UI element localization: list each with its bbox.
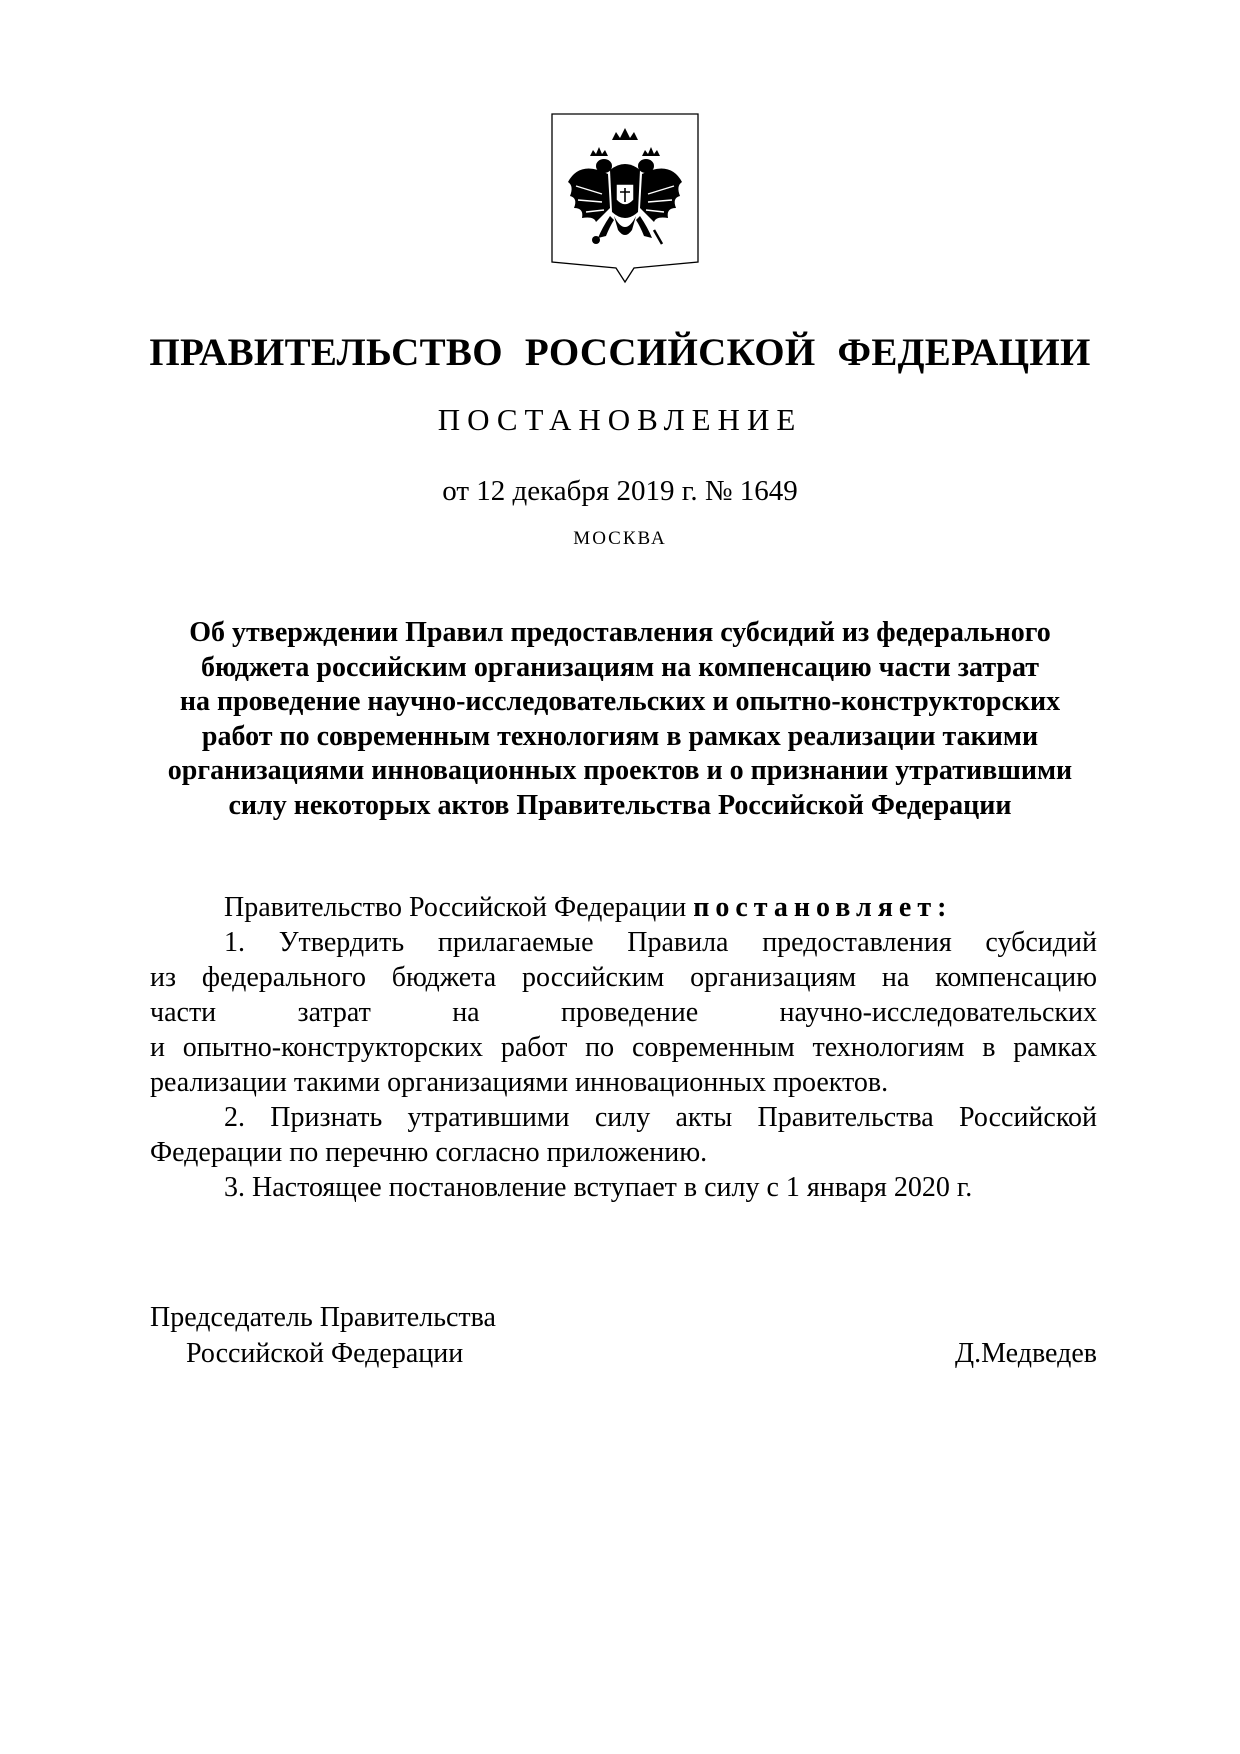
- paragraph-1-line: из федерального бюджета российским организациям на компенсацию: [150, 962, 1097, 993]
- position-line: Российской Федерации: [186, 1338, 464, 1369]
- paragraph-1-line: части затрат на проведение научно-исследовательских: [150, 997, 1097, 1028]
- paragraph-3: 3. Настоящее постановление вступает в силу с 1 января 2020 г.: [224, 1172, 973, 1203]
- paragraph-1-line: 1. Утвердить прилагаемые Правила предоставления субсидий: [224, 927, 1097, 958]
- subject-line: организациями инновационных проектов и о признании утратившими: [167, 755, 1073, 786]
- subject-line: бюджета российским организациям на компенсацию части затрат: [200, 651, 1040, 683]
- signatory-position: [150, 1300, 496, 1372]
- russian-coat-of-arms-icon: [550, 112, 700, 294]
- paragraph-2-line: Федерации по перечню согласно приложению.: [150, 1137, 708, 1168]
- document-city: МОСКВА: [573, 528, 667, 549]
- document-type: ПОСТАНОВЛЕНИЕ: [437, 402, 803, 437]
- coat-of-arms-emblem: [550, 112, 700, 294]
- paragraph-1-line: и опытно-конструкторских работ по современным технологиям в рамках: [150, 1032, 1097, 1063]
- intro-text: Правительство Российской Федерации: [224, 892, 687, 923]
- subject-line: на проведение научно-исследовательских и опытно-конструкторских: [179, 686, 1061, 717]
- document-body: [150, 890, 1097, 1205]
- subject-line: силу некоторых актов Правительства Российской Федерации: [228, 789, 1012, 821]
- government-title: ПРАВИТЕЛЬСТВО РОССИЙСКОЙ ФЕДЕРАЦИИ: [149, 331, 1091, 374]
- signatory-name: Д.Медведев: [955, 1338, 1097, 1369]
- position-line: Председатель Правительства: [150, 1302, 496, 1333]
- document-subject: [140, 616, 1100, 823]
- document-date-number: от 12 декабря 2019 г. № 1649: [442, 475, 798, 507]
- intro-verb: постановляет:: [693, 892, 953, 923]
- resolution-intro: [150, 890, 1097, 925]
- subject-line: Об утверждении Правил предоставления субсидий из федерального: [189, 617, 1051, 648]
- subject-line: работ по современным технологиям в рамках реализации такими: [201, 720, 1039, 752]
- paragraph-2-line: 2. Признать утратившими силу акты Правительства Российской: [224, 1102, 1097, 1133]
- paragraph-1-line: реализации такими организациями инновационных проектов.: [150, 1067, 889, 1098]
